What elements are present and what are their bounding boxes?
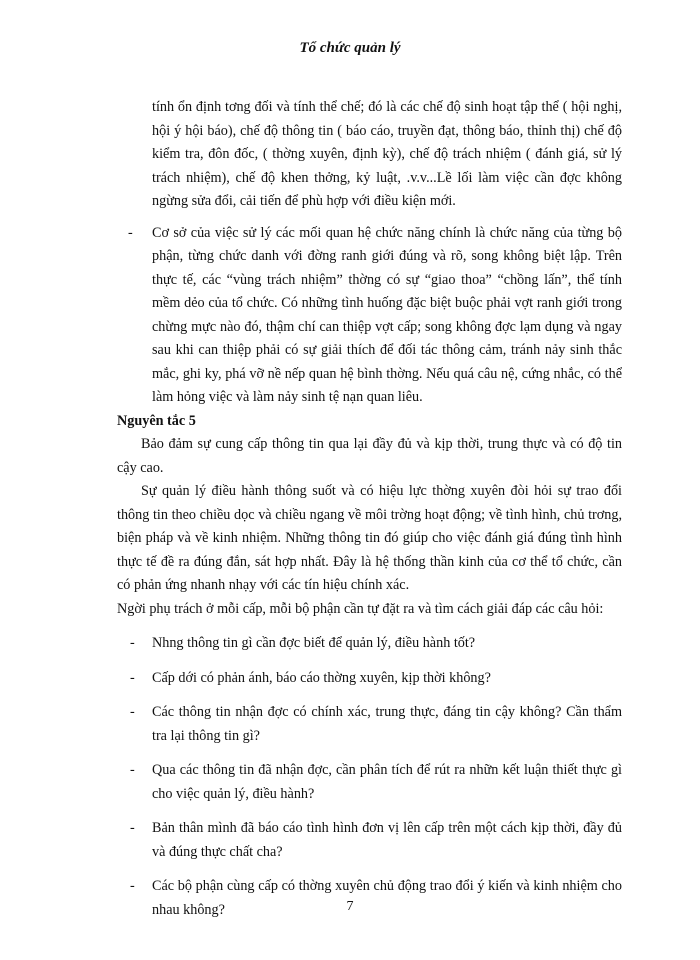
dash-marker: - bbox=[130, 635, 135, 651]
dash-marker: - bbox=[130, 704, 135, 720]
question-text: Các thông tin nhận đợc có chính xác, trung thực, đáng tin cậy không? Cần thẩm tra lại thông tin gì? bbox=[152, 704, 622, 744]
page-body bbox=[117, 96, 622, 922]
dash-marker: - bbox=[130, 669, 135, 686]
running-header: Tổ chức quản lý bbox=[299, 40, 401, 56]
questions-lead: Ngời phụ trách ở mỗi cấp, mỗi bộ phận cần tự đặt ra và tìm cách giải đáp các câu hỏi: bbox=[117, 600, 604, 617]
dash-marker: - bbox=[128, 224, 133, 241]
question-item bbox=[117, 817, 622, 864]
question-list bbox=[117, 632, 622, 922]
question-item bbox=[117, 632, 622, 656]
page-number: 7 bbox=[346, 899, 354, 914]
question-item bbox=[117, 701, 622, 748]
section-body: Sự quản lý điều hành thông suốt và có hiệu lực thờng xuyên đòi hỏi sự trao đổi thông tin theo chiều dọc và chiều ngang về môi trờng hoạt động; về tình hình, chủ trơng, biện pháp và về kinh nhiệm. Những thông tin đó giúp cho việc đánh giá đúng tình hình thực tế đề ra đúng đắn, sát hợp nhất. Đây là hệ thống thần kinh của cơ thể tổ chức, cần có phản ứng nhanh nhạy với các tín hiệu chính xác. bbox=[117, 483, 622, 593]
question-item bbox=[117, 667, 622, 691]
section-heading: Nguyên tắc 5 bbox=[117, 412, 196, 429]
bullet-paragraph bbox=[117, 222, 622, 410]
dash-marker: - bbox=[130, 820, 135, 836]
question-item bbox=[117, 759, 622, 806]
question-text: Nhng thông tin gì cần đợc biết để quản lý, điều hành tốt? bbox=[152, 635, 476, 651]
question-text: Bản thân mình đã báo cáo tình hình đơn vị lên cấp trên một cách kịp thời, đầy đủ và đúng thực chất cha? bbox=[152, 820, 622, 860]
section-intro: Bảo đảm sự cung cấp thông tin qua lại đầy đủ và kịp thời, trung thực và có độ tin cậy cao. bbox=[117, 436, 622, 476]
dash-marker: - bbox=[130, 762, 135, 778]
bullet-paragraph-text: Cơ sở của việc sử lý các mối quan hệ chức năng chính là chức năng của từng bộ phận, từng chức danh với đờng ranh giới đúng và rõ, song không biệt lập. Trên thực tế, các “vùng trách nhiệm” thờng có sự “giao thoa” “chồng lấn”, thể tính mềm dẻo của tổ chức. Có những tình huống đặc biệt buộc phải vợt ranh giới trong chừng mực nào đó, thậm chí can thiệp vợt cấp; song không đợc lạm dụng và ngay sau khi can thiệp phải có sự giải thích để đối tác thông cảm, tránh nảy sinh thắc mắc, ghi ky, phá vỡ nề nếp quan hệ bình thờng. Nếu quá câu nệ, cứng nhắc, có thể làm hỏng việc và làm nảy sinh tệ nạn quan liêu. bbox=[152, 224, 622, 405]
question-text: Qua các thông tin đã nhận đợc, cần phân tích để rút ra nhữn kết luận thiết thực gì cho việc quản lý, điều hành? bbox=[152, 762, 622, 802]
continued-paragraph: tính ổn định tơng đối và tính thể chế; đó là các chế độ sinh hoạt tập thể ( hội nghị, hội ý hội báo), chế độ thông tin ( báo cáo, truyền đạt, thông báo, thỉnh thị) chế độ kiểm tra, đôn đốc, ( thờng xuyên, định kỳ), chế độ trách nhiệm ( đánh giá, sử lý trách nhiệm), chế độ khen thởng, kỷ luật, .v.v...Lề lối làm việc cần đợc không ngừng sửa đổi, cải tiến để phù hợp với điều kiện mới. bbox=[152, 99, 622, 209]
question-text: Cấp dới có phản ánh, báo cáo thờng xuyên, kịp thời không? bbox=[152, 669, 491, 686]
question-text: Các bộ phận cùng cấp có thờng xuyên chủ động trao đổi ý kiến và kinh nhiệm cho nhau không? bbox=[152, 878, 622, 918]
dash-marker: - bbox=[130, 878, 135, 894]
